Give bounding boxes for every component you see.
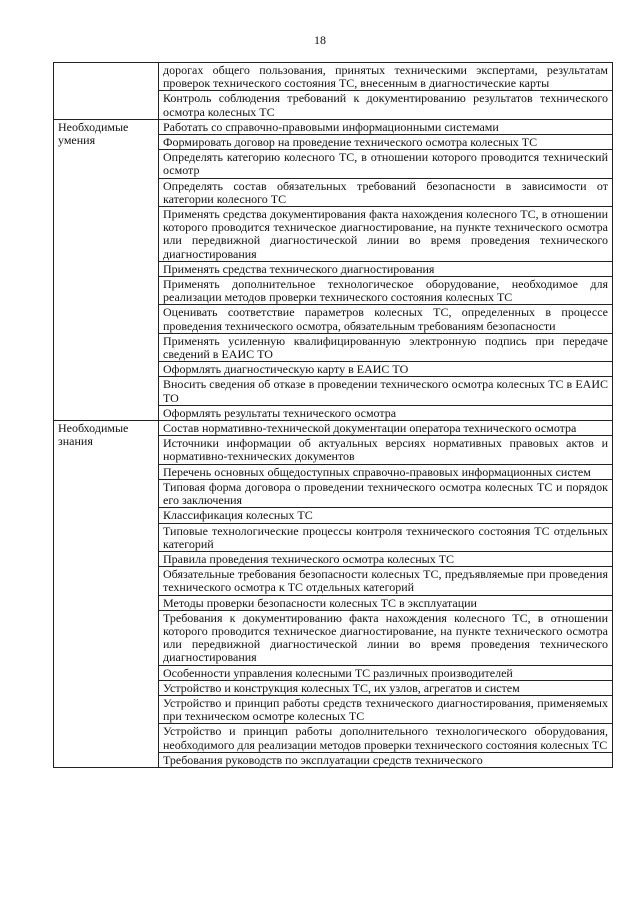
table-cell: Применять средства технического диагностирования [159, 261, 613, 276]
table-cell: Требования руководств по эксплуатации средств технического [159, 752, 613, 767]
table-cell: Формировать договор на проведение технического осмотра колесных ТС [159, 135, 613, 150]
table-cell: Устройство и конструкция колесных ТС, их узлов, агрегатов и систем [159, 680, 613, 695]
page-number: 18 [314, 33, 326, 47]
knowledge-label: Необходимые знания [54, 421, 159, 768]
table-cell: Определять категорию колесного ТС, в отношении которого проводится технический осмотр [159, 150, 613, 178]
table-cell: Состав нормативно-технической документации оператора технического осмотра [159, 421, 613, 436]
table-cell: Обязательные требования безопасности колесных ТС, предъявляемые при проведения технического осмотра к ТС отдельных категорий [159, 567, 613, 595]
table-cell: Применять усиленную квалифицированную электронную подпись при передаче сведений в ЕАИС ТО [159, 333, 613, 361]
table-cell: Устройство и принцип работы средств технического диагностирования, применяемых при техническом осмотре колесных ТС [159, 695, 613, 723]
table-cell: Правила проведения технического осмотра колесных ТС [159, 551, 613, 566]
table-cell: Особенности управления колесными ТС различных производителей [159, 665, 613, 680]
table-cell: Контроль соблюдения требований к документированию результатов технического осмотра колесных ТС [159, 91, 613, 119]
table-cell: Типовая форма договора о проведении технического осмотра колесных ТС и порядок его заключения [159, 479, 613, 507]
table-cell: Вносить сведения об отказе в проведении технического осмотра колесных ТС в ЕАИС ТО [159, 377, 613, 405]
table-row [54, 63, 613, 91]
table-cell: Оценивать соответствие параметров колесных ТС, определенных в процессе проведения технического осмотра, обязательным требованиям безопасности [159, 305, 613, 333]
table-cell: дорогах общего пользования, принятых техническими экспертами, результатам проверок технического состояния ТС, внесенным в диагностические карты [159, 63, 613, 91]
table-cell: Перечень основных общедоступных справочно-правовых информационных систем [159, 464, 613, 479]
table-cell: Применять дополнительное технологическое оборудование, необходимое для реализации методов проверки технического состояния колесных ТС [159, 277, 613, 305]
requirements-table [53, 62, 613, 768]
table-cell: Требования к документированию факта нахождения колесного ТС, в отношении которого проводится техническое диагностирование, на пункте технического осмотра или передвижной диагностической линии во время проведения технического диагностирования [159, 610, 613, 665]
table-cell: Классификация колесных ТС [159, 508, 613, 523]
table-row [54, 119, 613, 134]
table-cell: Применять средства документирования факта нахождения колесного ТС, в отношении которого проводится техническое диагностирование, на пункте технического осмотра или передвижной диагностической линии во время проведения технического диагностирования [159, 207, 613, 262]
table-cell: Работать со справочно-правовыми информационными системами [159, 119, 613, 134]
table-cell: Методы проверки безопасности колесных ТС в эксплуатации [159, 595, 613, 610]
table-row [54, 421, 613, 436]
table-cell: Оформлять диагностическую карту в ЕАИС ТО [159, 362, 613, 377]
table-cell: Типовые технологические процессы контроля технического состояния ТС отдельных категорий [159, 523, 613, 551]
table-cell: Оформлять результаты технического осмотра [159, 405, 613, 420]
table-cell: Источники информации об актуальных версиях нормативных правовых актов и нормативно-технических документов [159, 436, 613, 464]
skills-label: Необходимые умения [54, 119, 159, 420]
empty-label-cell [54, 63, 159, 120]
table-cell: Устройство и принцип работы дополнительного технологического оборудования, необходимого для реализации методов проверки технического состояния колесных ТС [159, 724, 613, 752]
table-cell: Определять состав обязательных требований безопасности в зависимости от категории колесного ТС [159, 178, 613, 206]
